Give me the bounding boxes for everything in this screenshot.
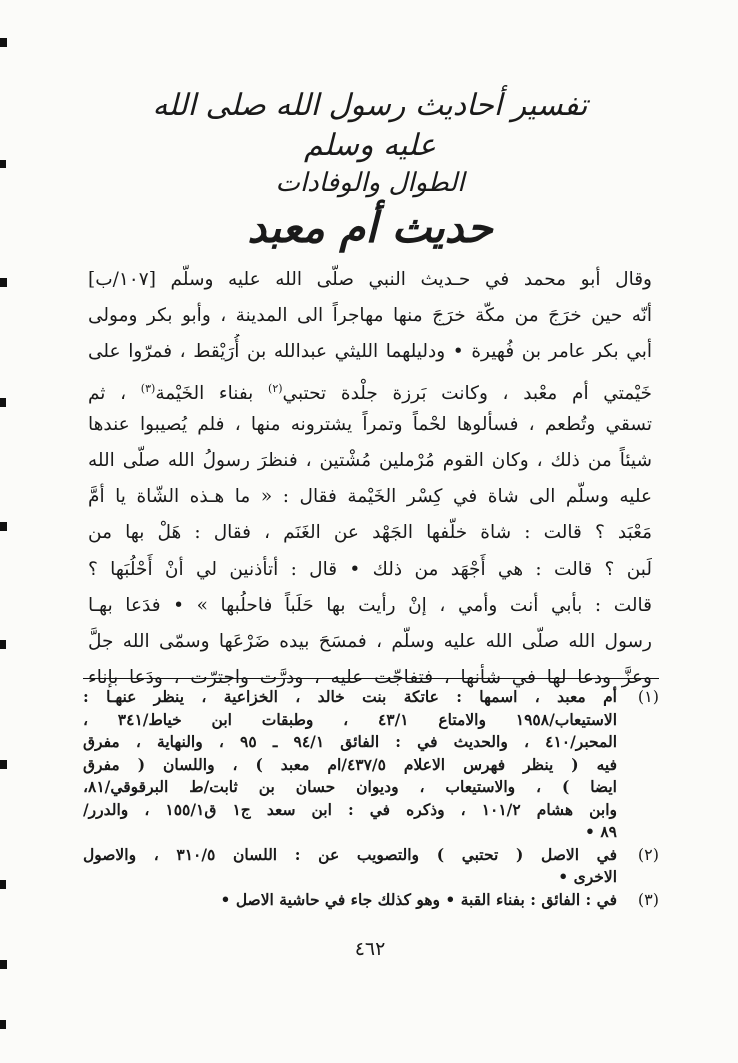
scan-edge-mark: [0, 398, 6, 407]
body-line: وعزَّ ودعا لها في شأنها ، فتفاجّت عليه ، ودرَّت واجترّت ، ودَعا بإناء: [88, 667, 652, 689]
footnote-line: في الاصل ( تحتبي ) والتصويب عن : اللسان ٣١٠/٥ ، والاصول: [83, 844, 617, 864]
footnote: [83, 844, 659, 889]
body-line: أبي بكر عامر بن فُهيرة • ودليلهما الليثي عبدالله بن أُرَيْقط ، فمرّوا على: [88, 341, 652, 363]
footnote-reference: (٢): [268, 381, 283, 395]
footnote-line: فيه ( ينظر فهرس الاعلام ٤٣٧/٥/ام معبد ) ، واللسان ( مفرق: [83, 754, 617, 774]
footnote-line: في : الفائق : بفناء القبة • وهو كذلك جاء في حاشية الاصل •: [220, 889, 617, 909]
page-title: حديث أم معبد: [247, 203, 493, 252]
scan-edge-mark: [0, 640, 6, 649]
footnote: [83, 889, 659, 912]
footnote-number: (١): [637, 687, 659, 706]
scan-edge-mark: [0, 760, 7, 769]
body-line-with-footnote-refs: خَيْمتي أم معْبد ، وكانت بَرزة جلْدة تحتبي$^{(٢)}$ بفناء الخَيْمة$^{(٣)}$ ، ثم: [88, 381, 652, 404]
footnote-line: الاخرى •: [558, 867, 617, 886]
footnote-separator: [83, 678, 659, 679]
body-line: شيئاً من ذلك ، وكان القوم مُرْملين مُشْتين ، فنظرَ رسولُ الله صلّى الله: [88, 449, 652, 471]
scan-edge-mark: [0, 278, 7, 287]
footnote-number: (٣): [637, 889, 659, 909]
footnote-line: ٨٩ •: [585, 822, 617, 841]
footnote-line: ايضا ) ، والاستيعاب ، وديوان حسان بن ثابت/ط البرقوقي/٨١،: [83, 777, 617, 796]
body-line: وقال أبو محمد في حـديث النبي صلّى الله عليه وسلّم [١٠٧/ب]: [88, 269, 652, 290]
page-number: ٤٦٢: [354, 938, 386, 960]
footnote-line: المحبر/٤١٠ ، والحديث في : الفائق ٩٤/١ ـ ٩٥ ، والنهاية ، مفرق: [83, 732, 617, 751]
section-header-line2: الطوال والوفادات: [275, 168, 465, 198]
footnote-number: (٢): [637, 844, 659, 864]
footnote: [83, 686, 659, 844]
body-line: قالت : بأبي أنت وأمي ، إنْ رأيت بها حَلَباً فاحلُبها » • فدَعا بهـا: [88, 594, 652, 616]
scan-edge-mark: [0, 960, 7, 969]
scan-edge-mark: [0, 160, 6, 168]
body-line: لَبن ؟ قالت : هي أَجْهَد من ذلك • قال : أتأذنين لي أنْ أَحْلُبَها ؟: [88, 558, 652, 580]
section-header: [150, 86, 590, 200]
footnotes: [83, 686, 659, 911]
scan-edge-mark: [0, 38, 7, 47]
body-line: عليه وسلّم الى شاة في كِسْر الخَيْمة فقال : « ما هـذه الشّاة يا أمَّ: [88, 486, 652, 508]
body-line: رسول الله صلّى الله عليه وسلّم ، فمسَحَ بيده ضَرْعَها وسمّى الله جلَّ: [88, 630, 652, 652]
body-line: تسقي وتُطعم ، فسألوها لحْماً وتمراً يشترونه منها ، فلم يُصيبوا عندها: [88, 413, 652, 435]
footnote-line: وابن هشام ١٠١/٢ ، وذكره في : ابن سعد ج١ ق١٥٥/١ ، والدرر/: [83, 799, 617, 819]
scan-edge-mark: [0, 880, 6, 889]
body-line: أنّه حين خرَجَ من مكّة خرَجَ منها مهاجراً الى المدينة ، وأبو بكر ومولى: [88, 305, 652, 327]
scan-edge-mark: [0, 522, 7, 531]
scan-edge-mark: [0, 1020, 6, 1029]
section-header-line1: تفسير أحاديث رسول الله صلى الله عليه وسلم: [152, 88, 588, 163]
body-line: مَعْبَد ؟ قالت : شاة خلّفها الجَهْد عن الغَنَم ، فقال : هَلْ بها من: [88, 522, 652, 544]
body-text: [88, 262, 652, 696]
footnote-reference: (٣): [140, 381, 156, 395]
footnote-line: الاستيعاب/١٩٥٨ والامتاع ٤٣/١ ، وطبقات ابن خياط/٣٤١ ،: [83, 709, 617, 729]
footnote-line: أم معبد ، اسمها : عاتكة بنت خالد ، الخزاعية ، ينظر عنهـا :: [83, 687, 617, 706]
